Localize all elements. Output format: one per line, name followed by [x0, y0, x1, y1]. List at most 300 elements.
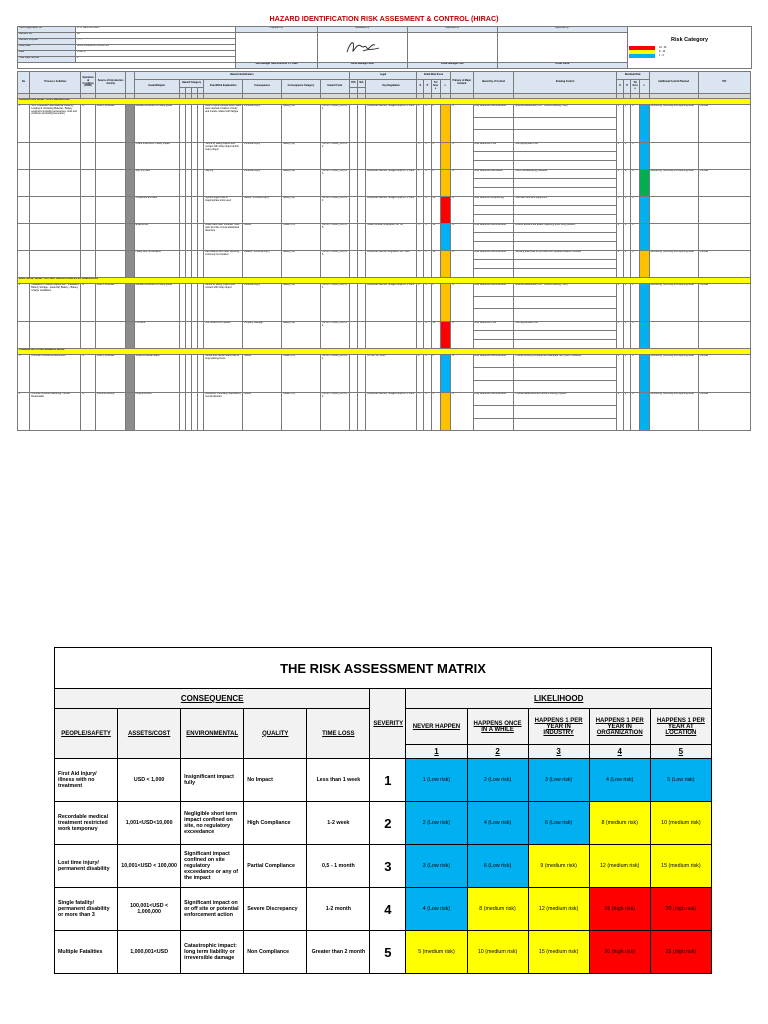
row-level: [440, 143, 450, 170]
matrix-assets: 1,000,001<USD: [118, 931, 181, 974]
col-rtot: Tot Score: [631, 80, 640, 94]
row-hierarchy-sub: [473, 188, 514, 197]
risk-category-row: [629, 54, 750, 58]
risk-range: 16 - 25: [659, 45, 667, 49]
row-hazard: Unplanned activities: [134, 197, 179, 224]
row-gray: [126, 355, 134, 393]
row-cons-category: Safety (S1): [282, 284, 321, 322]
row-existing-control: Use safe tools and equipment: [514, 197, 616, 206]
row-condition: [81, 143, 95, 170]
hirac-sheet: [17, 12, 751, 431]
matrix-time: 1-2 week: [307, 802, 370, 845]
row-pic: [698, 197, 750, 224]
row-level: [440, 105, 450, 143]
row-legal-yes: [349, 105, 357, 143]
matrix-quality: Partial Compliance: [244, 845, 307, 888]
row-cons-category: Safety (S1): [282, 143, 321, 170]
row-additional: [649, 197, 698, 224]
row-rp: 2: [623, 393, 630, 431]
row-p: 3: [424, 143, 431, 170]
row-existing-control: Provide working schedule with adequate rest cycle in between: [514, 355, 616, 368]
row-event: Fire hazard from sparks: [204, 322, 243, 349]
row-consequence: Illness: [243, 355, 282, 393]
info-value: R. S. BESI PROJECT: [76, 27, 236, 33]
row-no: [18, 322, 30, 349]
row-hierarchy-sub: [473, 418, 514, 431]
table-row: [18, 251, 751, 260]
row-primary-impact: N: [451, 355, 474, 393]
row-gray: [126, 143, 134, 170]
signature-icon: [343, 36, 383, 58]
row-existing-control-sub: [514, 188, 616, 197]
row-additional: Monitoring, recording and reporting issue: [649, 170, 698, 197]
row-existing-control-sub: [514, 418, 616, 431]
approved-by-label: Approved by:: [408, 27, 498, 33]
risk-category-title: Risk Category: [671, 36, 709, 43]
info-label: Date: [18, 51, 76, 57]
table-row: [18, 355, 751, 368]
info-label: Total Page Number: [18, 57, 76, 63]
col-pic: PIC: [698, 72, 750, 94]
row-key-regulation: Keputusan Menteri Tenaga Kerja No. 1 1980: [366, 197, 417, 224]
row-level: [440, 251, 450, 278]
row-process: [30, 224, 81, 251]
severity-value: 3: [370, 845, 406, 888]
matrix-time: 1-2 month: [307, 888, 370, 931]
matrix-assets: USD < 1,000: [118, 759, 181, 802]
section-title: PREPARATION WORK / SITE PREPARATION: [18, 99, 751, 105]
approved-signature-box: [408, 33, 498, 63]
row-pic: PMSSE: [698, 284, 750, 322]
risk-cell: 2 (Low risk): [406, 802, 467, 845]
row-consequence: Personal Injury: [243, 143, 282, 170]
row-hazard: Manual movement of heavy goods: [134, 105, 179, 143]
row-hazard-code: HS-SO7.1-DBF_04-1.0-3: [320, 170, 349, 197]
row-existing-control-sub: [514, 117, 616, 130]
row-score: 8: [431, 170, 440, 197]
risk-cell: 6 (Low risk): [528, 802, 589, 845]
row-hierarchy-sub: [473, 233, 514, 242]
row-legal-na: [357, 251, 365, 278]
row-hierarchy: Risk Reduction Administrative: [473, 224, 514, 233]
risk-cell: 1 (Low risk): [406, 759, 467, 802]
row-hierarchy-sub: [473, 242, 514, 251]
row-hierarchy-sub: [473, 161, 514, 170]
row-level: [440, 322, 450, 349]
row-rp: 1: [623, 197, 630, 224]
row-hazard-code: HS-SO7.1-DBF_04-1.0-5: [320, 224, 349, 251]
row-condition: R: [81, 284, 95, 322]
col-primary-impact: Primary of Major Incident: [451, 72, 474, 94]
row-process: Installation of Battery Equipment - Installation Battery Storage - Assembly Battery - Battery Charge Installation: [30, 284, 81, 322]
row-source: Level 1 Activities: [95, 284, 126, 322]
row-pic: PMSSE: [698, 393, 750, 431]
matrix-quality: No Impact: [244, 759, 307, 802]
row-rlevel: [640, 284, 649, 322]
row-s: 2: [417, 170, 424, 197]
col-environmental: ENVIRONMENTAL: [181, 709, 244, 759]
row-condition: [81, 322, 95, 349]
row-hazard: Drug & Alcohol: [134, 393, 179, 431]
risk-swatch-low: [629, 54, 655, 58]
row-no: [18, 170, 30, 197]
approved-role-2: HSSE PMSE: [498, 63, 628, 69]
risk-cell: 5 (medium risk): [406, 931, 467, 974]
row-event: Struck by falling objects and contact with sharp object: [204, 284, 243, 322]
row-consequence: Safety / Personal Injury: [243, 197, 282, 224]
table-row: [18, 105, 751, 118]
col-totscore: Tot Score: [431, 80, 440, 94]
risk-range: 8 - 15: [659, 49, 666, 53]
row-s: 3: [417, 197, 424, 224]
col-source: Source of Introduction Activity: [95, 72, 126, 94]
row-consequence: Personal Injury: [243, 105, 282, 143]
row-legal-yes: [349, 355, 357, 393]
table-row: [18, 393, 751, 406]
row-key-regulation: Keputusan Menteri Tenaga Kerja No. 1 1980: [366, 284, 417, 322]
row-event: Slip trip: [204, 170, 243, 197]
risk-range: 1 - 6: [659, 53, 664, 57]
matrix-people: Single fatality/ permanent disability or more than 3: [55, 888, 118, 931]
row-existing-control-sub: [514, 233, 616, 242]
row-additional: [649, 224, 698, 251]
matrix-quality: Severe Discrepancy: [244, 888, 307, 931]
matrix-env: Significant impact confined on site regulatory exceedance or any of the impact: [181, 845, 244, 888]
row-existing-control-sub: [514, 340, 616, 349]
row-rlevel: [640, 355, 649, 393]
row-no: [18, 143, 30, 170]
row-event: Accidents, criminality, depression, mental disorder: [204, 393, 243, 431]
likelihood-col-number: 2: [467, 745, 528, 759]
row-key-regulation: [366, 322, 417, 349]
row-additional: [649, 322, 698, 349]
row-hierarchy-sub: [473, 405, 514, 418]
row-hierarchy-sub: [473, 309, 514, 322]
row-no: [18, 224, 30, 251]
row-source: [95, 197, 126, 224]
info-spacer: [18, 63, 236, 69]
row-no: [18, 197, 30, 224]
row-level: [440, 224, 450, 251]
row-legal-yes: [349, 251, 357, 278]
row-legal-na: [357, 393, 365, 431]
risk-cell: 6 (Low risk): [467, 845, 528, 888]
row-additional: Monitoring, recording and reporting issue: [649, 393, 698, 431]
row-rs: 2: [616, 170, 623, 197]
row-hierarchy-sub: [473, 331, 514, 340]
row-source: [95, 170, 126, 197]
risk-cell: 16 (high risk): [589, 888, 650, 931]
matrix-env: Negligible short term impact confined on site, no regulatory exceedance: [181, 802, 244, 845]
hirac-main-table: [17, 71, 751, 431]
row-rp: 2: [623, 170, 630, 197]
col-hazard-code: Hazard Code: [320, 80, 349, 94]
row-cons-category: Safety (S1): [282, 170, 321, 197]
row-key-regulation: Keputusan Menteri Regulation No. 1980: [366, 251, 417, 278]
row-hazard-code: HS-SO7.1-DBF_04-2.0-2: [320, 322, 349, 349]
row-event: Stress and mental health due to long working hours: [204, 355, 243, 393]
row-hazard: Slip, trip, falls: [134, 170, 179, 197]
table-row: [18, 197, 751, 206]
col-rp: P: [623, 80, 630, 94]
matrix-quality: Non Compliance: [244, 931, 307, 974]
info-label: Issue Date: [18, 45, 76, 51]
row-p: 4: [424, 224, 431, 251]
row-hazard-code: HS-SO7.1-DBF_04-1.0-4: [320, 197, 349, 224]
risk-cell: 20 (high risk): [589, 931, 650, 974]
matrix-env: Insignificant impact fully: [181, 759, 244, 802]
row-source: Level 1 Activities: [95, 105, 126, 143]
row-process: [30, 251, 81, 278]
risk-cell: 2 (Low risk): [467, 759, 528, 802]
row-rs: 3: [616, 322, 623, 349]
row-hazard-code: HS-SO7.1-DBF_04-3.0-1: [320, 355, 349, 393]
row-level: [440, 284, 450, 322]
row-legal-yes: [349, 197, 357, 224]
matrix-row: [55, 931, 712, 974]
row-s: 3: [417, 224, 424, 251]
likelihood-col-label: HAPPENS ONCE IN A WHILE: [467, 709, 528, 745]
row-existing-control: Use appropriate PPE: [514, 143, 616, 152]
row-rlevel: [640, 197, 649, 224]
row-p: 4: [424, 105, 431, 143]
matrix-people: Multiple Fatalities: [55, 931, 118, 974]
row-cons-category: Health (H1): [282, 224, 321, 251]
row-rs: 3: [616, 251, 623, 278]
row-p: 3: [424, 355, 431, 393]
matrix-row: [55, 802, 712, 845]
risk-cell: 12 (medium risk): [528, 888, 589, 931]
row-existing-control-sub: [514, 215, 616, 224]
row-legal-na: [357, 284, 365, 322]
row-hierarchy-sub: [473, 206, 514, 215]
row-legal-na: [357, 105, 365, 143]
row-legal-na: [357, 170, 365, 197]
row-primary-impact: N: [451, 143, 474, 170]
row-rlevel: [640, 170, 649, 197]
row-condition: [81, 197, 95, 224]
row-key-regulation: UU No. 13 / 2003: [366, 355, 417, 393]
row-s: 3: [417, 393, 424, 431]
row-hazard: Crane movement, Heavy Impact: [134, 143, 179, 170]
row-key-regulation: Health Minister Regulation No. 48: [366, 224, 417, 251]
row-hierarchy: Risk Reduction Administrative: [473, 105, 514, 118]
row-event: Struck by falling objects and contact with sharp object and/or heavy object: [204, 143, 243, 170]
table-row: [18, 284, 751, 297]
row-hierarchy-sub: [473, 269, 514, 278]
row-existing-control-sub: [514, 152, 616, 161]
row-p: 3: [424, 251, 431, 278]
row-existing-control: Ensure workers are aware regarding good lifting position: [514, 224, 616, 233]
row-legal-yes: [349, 170, 357, 197]
row-rs: 3: [616, 197, 623, 224]
matrix-time: Greater than 2 month: [307, 931, 370, 974]
row-cons-category: Health (H1): [282, 393, 321, 431]
row-pic: PMSSE: [698, 170, 750, 197]
row-rtot: 4: [631, 393, 640, 431]
row-legal-yes: [349, 322, 357, 349]
col-hazard-category: Hazard Category: [179, 80, 204, 88]
risk-cell: 5 (Low risk): [650, 759, 711, 802]
row-existing-control-sub: [514, 130, 616, 143]
row-condition: [81, 224, 95, 251]
row-rtot: 4: [631, 284, 640, 322]
row-hierarchy-sub: [473, 260, 514, 269]
row-hierarchy-sub: [473, 117, 514, 130]
row-rs: 2: [616, 105, 623, 143]
row-p: 4: [424, 284, 431, 322]
row-hazard: Stress & Mental health: [134, 355, 179, 393]
row-consequence: Illness: [243, 224, 282, 251]
row-hierarchy: Risk Reduction PPE: [473, 143, 514, 152]
row-rtot: 3: [631, 143, 640, 170]
risk-cell: 15 (medium risk): [528, 931, 589, 974]
likelihood-col-label: HAPPENS 1 PER YEAR IN INDUSTRY: [528, 709, 589, 745]
col-residual-risk: Residual Risk: [616, 72, 649, 80]
row-process: [30, 143, 81, 170]
row-source: [95, 251, 126, 278]
matrix-env: Catastrophic impact: long term liability or irreversible damage: [181, 931, 244, 974]
reviewed-signature: [318, 33, 408, 63]
row-rtot: 4: [631, 224, 640, 251]
row-hierarchy-sub: [473, 215, 514, 224]
matrix-row: [55, 759, 712, 802]
row-cons-category: Safety (S1): [282, 322, 321, 349]
row-rtot: 3: [631, 322, 640, 349]
row-existing-control-sub: [514, 179, 616, 188]
col-rl: L: [640, 80, 649, 94]
row-pic: PMSSE: [698, 105, 750, 143]
row-legal-yes: [349, 284, 357, 322]
row-gray: [126, 284, 134, 322]
matrix-time: Less than 1 week: [307, 759, 370, 802]
prepared-signature-box: [236, 33, 318, 63]
col-quality: QUALITY: [244, 709, 307, 759]
row-legal-na: [357, 224, 365, 251]
table-row: [18, 322, 751, 331]
row-existing-control-sub: [514, 331, 616, 340]
row-rp: 2: [623, 355, 630, 393]
row-s: 3: [417, 322, 424, 349]
row-s: 2: [417, 284, 424, 322]
row-condition: [81, 251, 95, 278]
info-value: 1-Jun-17: [76, 51, 236, 57]
row-legal-na: [357, 355, 365, 393]
row-rtot: 4: [631, 355, 640, 393]
severity-value: 2: [370, 802, 406, 845]
likelihood-header: LIKELIHOOD: [406, 689, 712, 709]
matrix-assets: 1,001<USD<10,000: [118, 802, 181, 845]
row-event: Risk of Injured people when loads were manual or failure of body and muscle related with fatigue: [204, 105, 243, 143]
row-rlevel: [640, 322, 649, 349]
row-consequence: Fatality / Personal Injury: [243, 251, 282, 278]
info-label: Revision No.: [18, 33, 76, 39]
row-source: [95, 143, 126, 170]
row-rtot: 6: [631, 251, 640, 278]
col-hazard-identification: Hazard Identification: [134, 72, 349, 80]
matrix-title: THE RISK ASSESSMENT MATRIX: [55, 648, 712, 689]
row-event: Lower back pain, shoulder, neck pain and risk of musculoskeletal disorders: [204, 224, 243, 251]
col-hierarchy: Hierarchy of Control: [473, 72, 514, 94]
row-additional: [649, 143, 698, 170]
row-no: 2: [18, 284, 30, 322]
matrix-people: First Aid Injury/ illness with no treatment: [55, 759, 118, 802]
row-hierarchy: Risk Reduction Administrative: [473, 355, 514, 368]
row-existing-control-sub: [514, 380, 616, 393]
table-row: [18, 170, 751, 179]
row-gray: [126, 197, 134, 224]
row-rlevel: [640, 393, 649, 431]
row-primary-impact: N: [451, 322, 474, 349]
row-rlevel: [640, 224, 649, 251]
row-consequence: Property Damage: [243, 322, 282, 349]
row-rp: 1: [623, 143, 630, 170]
row-existing-control-sub: [514, 161, 616, 170]
risk-cell: 10 (medium risk): [467, 931, 528, 974]
row-pic: PMSSE: [698, 251, 750, 278]
row-rlevel: [640, 251, 649, 278]
hirac-title: HAZARD IDENTIFICATION RISK ASSESMENT & CONTROL (HIRAC): [269, 14, 499, 23]
matrix-assets: 10,001<USD < 100,000: [118, 845, 181, 888]
row-process: [30, 170, 81, 197]
info-value: APAS KIAMBUWITA EKSTRA: [76, 45, 236, 51]
likelihood-col-label: HAPPENS 1 PER YEAR AT LOCATION: [650, 709, 711, 745]
row-score: 8: [431, 284, 440, 322]
row-existing-control: Working area shall be provided with updated weather forecast: [514, 251, 616, 260]
row-cons-category: Safety (S1): [282, 251, 321, 278]
matrix-row: [55, 845, 712, 888]
row-additional: Monitoring, recording and reporting issue: [649, 251, 698, 278]
row-gray: [126, 322, 134, 349]
row-process: Common Routine Activities work: [30, 355, 81, 393]
row-source: Common Activity: [95, 393, 126, 431]
col-condition: Operational Condition (R/NR): [81, 72, 95, 94]
row-hazard-code: HS-SO7.1-DBF_04-1.0-1: [320, 105, 349, 143]
row-condition: R: [81, 105, 95, 143]
matrix-people: Lost time injury/ permanent disability: [55, 845, 118, 888]
row-primary-impact: N: [451, 170, 474, 197]
row-rtot: 4: [631, 170, 640, 197]
col-cons-category: Consequence Category: [282, 80, 321, 94]
severity-value: 4: [370, 888, 406, 931]
likelihood-col-number: 3: [528, 745, 589, 759]
row-pic: PMSSE: [698, 355, 750, 393]
risk-cell: 15 (medium risk): [650, 845, 711, 888]
row-process: [30, 322, 81, 349]
risk-cell: 3 (Low risk): [406, 845, 467, 888]
row-hierarchy: Risk Reduction Elimination: [473, 170, 514, 179]
row-hierarchy: Risk Reduction Administrative: [473, 393, 514, 406]
likelihood-col-label: NEVER HAPPEN: [406, 709, 467, 745]
row-rp: 2: [623, 251, 630, 278]
col-key-regulation: Key Regulation: [366, 80, 417, 94]
row-existing-control-sub: [514, 405, 616, 418]
row-s: 3: [417, 143, 424, 170]
row-hazard-code: HS-SO7.1-DBF_04-3.0-2: [320, 393, 349, 431]
col-legal-na: N/A: [357, 80, 365, 88]
row-existing-control-sub: [514, 296, 616, 309]
section-title: COMMON ACTIVITIES GENERAL WORK: [18, 349, 751, 355]
row-primary-impact: N: [451, 197, 474, 224]
row-rp: 1: [623, 322, 630, 349]
row-existing-control-sub: [514, 242, 616, 251]
row-hierarchy-sub: [473, 380, 514, 393]
risk-cell: 20 (high risk): [650, 888, 711, 931]
row-existing-control-sub: [514, 260, 616, 269]
row-additional: Monitoring, recording and reporting issue: [649, 284, 698, 322]
col-people-safety: PEOPLE/SAFETY: [55, 709, 118, 759]
info-value: 00: [76, 33, 236, 39]
